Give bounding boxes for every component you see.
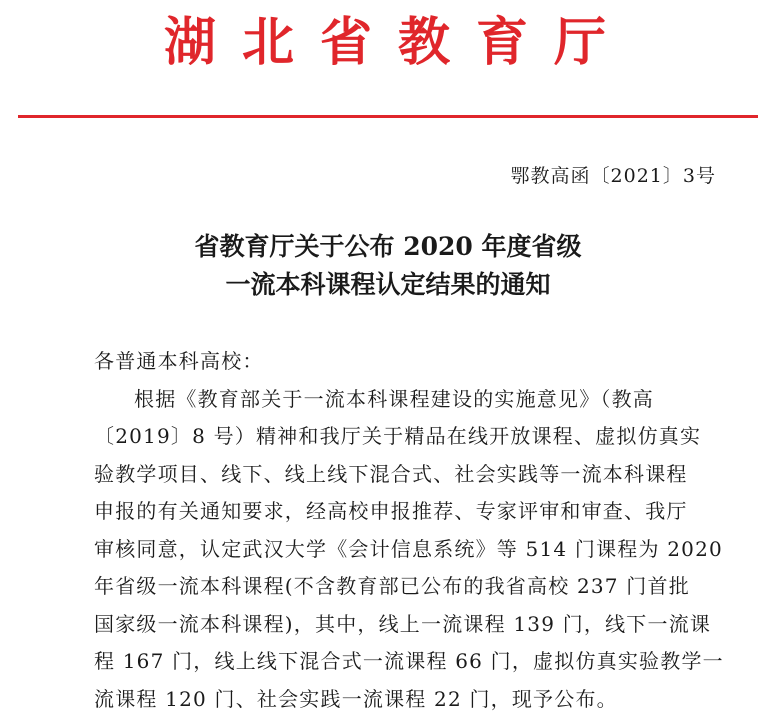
body-paragraph (94, 381, 686, 718)
body-line: 程 167 门，线上线下混合式一流课程 66 门，虚拟仿真实验教学一 (94, 643, 686, 681)
issuer-header: 湖北省教育厅 (0, 8, 776, 78)
document-title (0, 228, 776, 304)
body-line: 根据《教育部关于一流本科课程建设的实施意见》（教高 (94, 381, 686, 419)
body-line: 申报的有关通知要求，经高校申报推荐、专家评审和审查、我厅 (94, 493, 686, 531)
header-divider (18, 115, 758, 118)
salutation: 各普通本科高校： (94, 343, 686, 381)
body-line: 国家级一流本科课程)，其中，线上一流课程 139 门，线下一流课 (94, 606, 686, 644)
body-line: 〔2019〕8 号）精神和我厅关于精品在线开放课程、虚拟仿真实 (94, 418, 686, 456)
document-number: 鄂教高函〔2021〕3号 (511, 161, 716, 188)
body-line: 流课程 120 门、社会实践一流课程 22 门，现予公布。 (94, 681, 686, 718)
document-body (94, 343, 686, 718)
body-line: 审核同意，认定武汉大学《会计信息系统》等 514 门课程为 2020 (94, 531, 686, 569)
document-title-line-2: 一流本科课程认定结果的通知 (0, 266, 776, 304)
body-line: 验教学项目、线下、线上线下混合式、社会实践等一流本科课程 (94, 456, 686, 494)
body-line: 年省级一流本科课程(不含教育部已公布的我省高校 237 门首批 (94, 568, 686, 606)
document-title-line-1: 省教育厅关于公布 2020 年度省级 (0, 228, 776, 266)
